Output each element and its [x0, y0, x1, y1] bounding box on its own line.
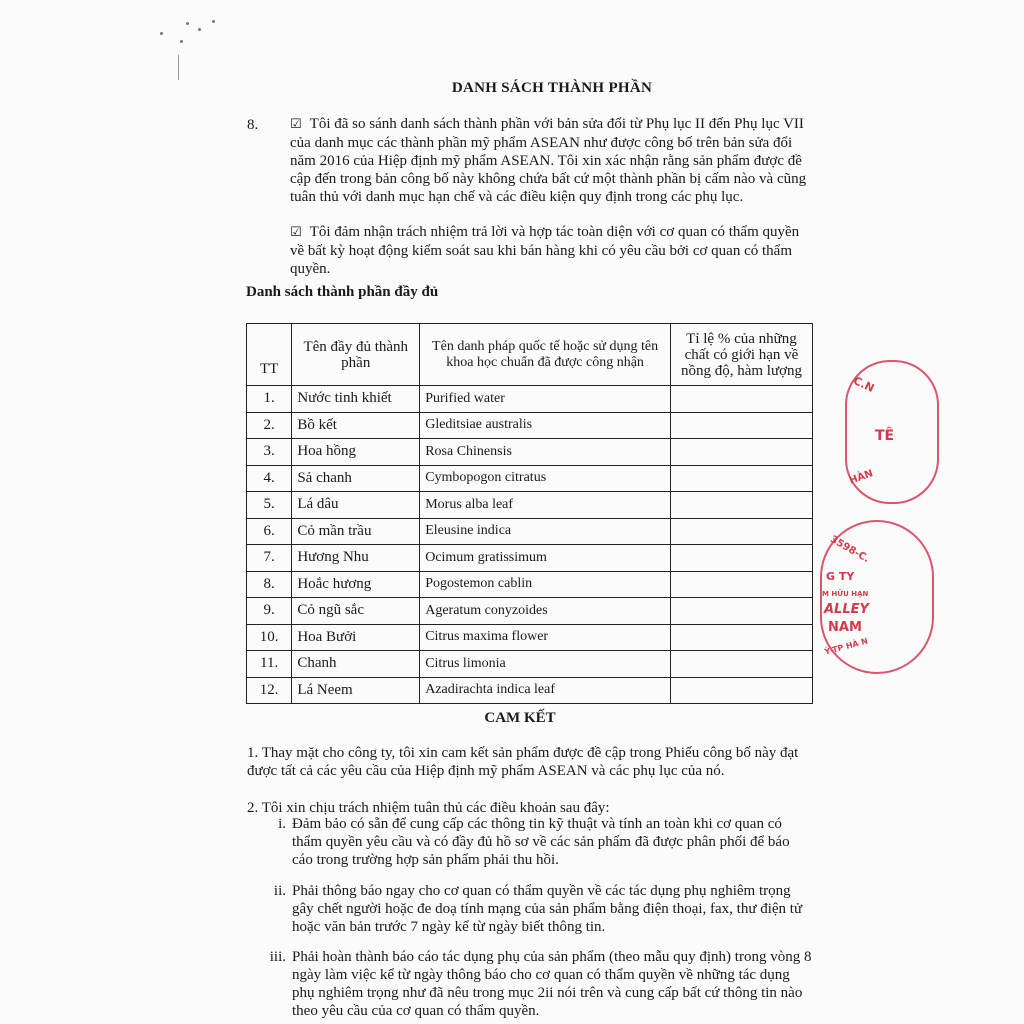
- percentage: [670, 598, 812, 625]
- stamp-text: C.N: [851, 374, 877, 395]
- sub-item-number: iii.: [269, 949, 286, 965]
- scientific-name: Rosa Chinensis: [420, 439, 671, 466]
- row-number: 9.: [247, 598, 292, 625]
- scientific-name: Pogostemon cablin: [420, 571, 671, 598]
- percentage: [670, 412, 812, 439]
- row-number: 5.: [247, 492, 292, 519]
- scientific-name: Ageratum conyzoides: [420, 598, 671, 625]
- company-stamp-top: [845, 360, 905, 510]
- stamp-text: G TY: [826, 570, 855, 583]
- percentage: [670, 518, 812, 545]
- row-number: 10.: [247, 624, 292, 651]
- checkbox-checked-icon: ☑: [290, 225, 302, 240]
- scientific-name: Citrus limonia: [420, 651, 671, 678]
- table-row: [247, 465, 813, 492]
- paragraph-1-text: Tôi đã so sánh danh sách thành phần với bản sửa đổi từ Phụ lục II đến Phụ lục VII của danh mục các thành phần mỹ phẩm ASEAN như được công bố trên bản sửa đổi năm 2016 của Hiệp định mỹ phẩm ASEAN. Tôi xin xác nhận rằng sản phẩm được đề cập đến trong bản công bố này không chứa bất cứ một thành phần bị cấm nào và cũng tuân thủ với danh mục hạn chế và các điều kiện quy định trong các phụ lục.: [290, 116, 807, 205]
- company-stamp-bottom: [820, 520, 900, 680]
- row-number: 6.: [247, 518, 292, 545]
- stamp-text: TÊ: [875, 428, 895, 444]
- table-header-row: [247, 324, 813, 386]
- vietnamese-name: Hoa Bưởi: [292, 624, 420, 651]
- table-row: [247, 439, 813, 466]
- percentage: [670, 624, 812, 651]
- vietnamese-name: Chanh: [292, 651, 420, 678]
- sub-item-text: Phải thông báo ngay cho cơ quan có thẩm quyền về các tác dụng phụ nghiêm trọng gây chết người hoặc đe doạ tính mạng của sản phẩm bằng điện thoại, fax, thư điện tử hoặc văn bản trước 7 ngày kể từ ngày biết thông tin.: [292, 883, 803, 935]
- table-row: [247, 492, 813, 519]
- scientific-name: Ocimum gratissimum: [420, 545, 671, 572]
- commitment-sub-item-iii: [248, 948, 818, 1020]
- commitment-sub-item-ii: [248, 882, 818, 936]
- scientific-name: Eleusine indica: [420, 518, 671, 545]
- row-number: 8.: [247, 571, 292, 598]
- percentage: [670, 571, 812, 598]
- scientific-name: Azadirachta indica leaf: [420, 677, 671, 704]
- table-row: [247, 571, 813, 598]
- scientific-name: Citrus maxima flower: [420, 624, 671, 651]
- sub-item-number: i.: [278, 816, 286, 832]
- scan-mark: [178, 55, 179, 80]
- table-row: [247, 386, 813, 413]
- stamp-text: HÀN: [847, 468, 875, 487]
- row-number: 11.: [247, 651, 292, 678]
- percentage: [670, 386, 812, 413]
- vietnamese-name: Hoa hồng: [292, 439, 420, 466]
- percentage: [670, 651, 812, 678]
- commitment-item-1: 1. Thay mặt cho công ty, tôi xin cam kết sản phẩm được đề cập trong Phiếu công bố này đạt được tất cả các yêu cầu của Hiệp định mỹ phẩm ASEAN và các phụ lục của nó.: [247, 745, 799, 779]
- stamp-text: 3598-C.: [828, 533, 871, 566]
- header-percentage: Tỉ lệ % của những chất có giới hạn về nồng độ, hàm lượng: [670, 324, 812, 386]
- percentage: [670, 465, 812, 492]
- ingredient-list-heading: Danh sách thành phần đầy đủ: [246, 284, 439, 300]
- paragraph-2-text: Tôi đảm nhận trách nhiệm trả lời và hợp tác toàn diện với cơ quan có thẩm quyền về bất kỳ hoạt động kiểm soát sau khi bán hàng khi có yêu cầu bởi cơ quan có thẩm quyền.: [290, 224, 800, 277]
- scientific-name: Purified water: [420, 386, 671, 413]
- scientific-name: Cymbopogon citratus: [420, 465, 671, 492]
- header-vietnamese-name: Tên đầy đủ thành phần: [292, 324, 420, 386]
- sub-item-text: Phải hoàn thành báo cáo tác dụng phụ của sản phẩm (theo mẫu quy định) trong vòng 8 ngày làm việc kể từ ngày thông báo cho cơ quan có thẩm quyền về những tác dụng phụ nghiêm trọng như đã nêu trong mục 2ii nói trên và cung cấp bất cứ thông tin nào theo yêu cầu của cơ quan có thẩm quyền.: [292, 949, 812, 1019]
- stamp-text: Ỳ-TP HÀ N: [823, 636, 869, 657]
- commitment-title: CAM KẾT: [484, 710, 556, 726]
- percentage: [670, 439, 812, 466]
- table-row: [247, 412, 813, 439]
- vietnamese-name: Lá dâu: [292, 492, 420, 519]
- row-number: 3.: [247, 439, 292, 466]
- vietnamese-name: Lá Neem: [292, 677, 420, 704]
- vietnamese-name: Bồ kết: [292, 412, 420, 439]
- sub-item-text: Đảm bảo có sẵn để cung cấp các thông tin kỹ thuật và tính an toàn khi cơ quan có thẩm quyền yêu cầu và có đầy đủ hồ sơ về các sản phẩm đã được phân phối để báo cáo trong trường hợp sản phẩm phải thu hồi.: [292, 816, 790, 868]
- commitment-item-2: 2. Tôi xin chịu trách nhiệm tuân thủ các điều khoản sau đây:: [247, 800, 610, 816]
- vietnamese-name: Hương Nhu: [292, 545, 420, 572]
- row-number: 2.: [247, 412, 292, 439]
- scientific-name: Gleditsiae australis: [420, 412, 671, 439]
- header-scientific-name: Tên danh pháp quốc tế hoặc sử dụng tên khoa học chuẩn đã được công nhận: [420, 324, 671, 386]
- row-number: 4.: [247, 465, 292, 492]
- percentage: [670, 677, 812, 704]
- table-row: [247, 545, 813, 572]
- document-title: DANH SÁCH THÀNH PHẦN: [451, 80, 653, 96]
- commitment-sub-item-i: [248, 815, 818, 869]
- scientific-name: Morus alba leaf: [420, 492, 671, 519]
- vietnamese-name: Sả chanh: [292, 465, 420, 492]
- header-tt: TT: [247, 324, 292, 386]
- stamp-text: M HỮU HẠN: [822, 590, 869, 598]
- ingredient-table: [246, 323, 813, 704]
- vietnamese-name: Hoắc hương: [292, 571, 420, 598]
- stamp-text: NAM: [828, 620, 862, 635]
- declaration-paragraph-1: [290, 115, 810, 206]
- table-row: [247, 651, 813, 678]
- row-number: 7.: [247, 545, 292, 572]
- table-row: [247, 624, 813, 651]
- table-row: [247, 677, 813, 704]
- vietnamese-name: Cỏ ngũ sắc: [292, 598, 420, 625]
- table-row: [247, 598, 813, 625]
- table-row: [247, 518, 813, 545]
- vietnamese-name: Cỏ mần trầu: [292, 518, 420, 545]
- section-number: 8.: [247, 117, 259, 133]
- percentage: [670, 492, 812, 519]
- stamp-text: ALLEY: [824, 602, 869, 617]
- vietnamese-name: Nước tinh khiết: [292, 386, 420, 413]
- percentage: [670, 545, 812, 572]
- declaration-paragraph-2: [290, 223, 810, 278]
- checkbox-checked-icon: ☑: [290, 117, 302, 132]
- row-number: 12.: [247, 677, 292, 704]
- row-number: 1.: [247, 386, 292, 413]
- sub-item-number: ii.: [273, 883, 286, 899]
